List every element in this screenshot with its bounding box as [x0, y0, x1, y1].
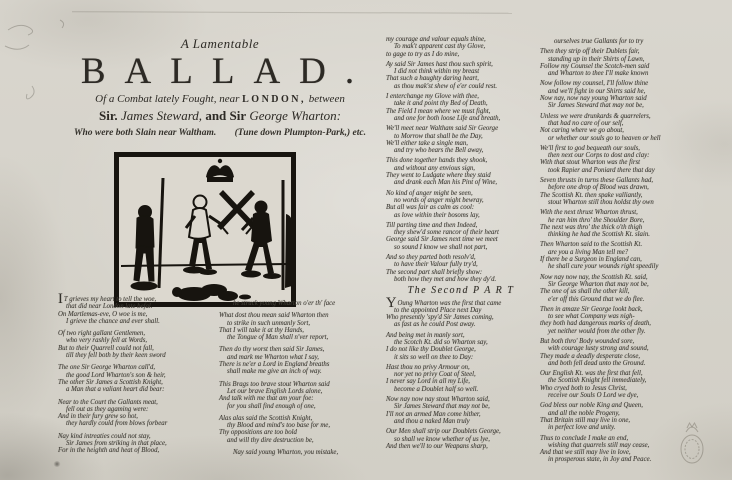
paper-crease	[72, 11, 512, 14]
stanza	[386, 396, 536, 425]
subtitle-pre: Of a Combat lately Fought, near	[95, 93, 240, 105]
verse-line: The Field I mean where we must fight,	[386, 107, 491, 115]
verse-line: who very rashly fell at Words,	[66, 337, 148, 345]
stanza	[58, 330, 218, 359]
verse-line: Our English Kt. was the first that fell,	[540, 370, 643, 378]
verse-line: he ran him thro' the Shoulder Bore,	[548, 216, 645, 224]
verse-line: with courage lusty strong and sound,	[548, 345, 649, 353]
verse-line: The next was thro' the thick o'th thigh	[540, 223, 643, 231]
verse-line: This Brags too brave stout Wharton said	[219, 380, 330, 388]
verse-line: Sir James from striking in that place,	[66, 440, 167, 448]
tune-note: (Tune down Plumpton-Park,) etc.	[234, 128, 366, 138]
verse-line: Who cryed both to Jesus Christ,	[540, 384, 627, 392]
verse-line: This done together hands they shook,	[386, 157, 488, 165]
verse-line: Seven thrusts in turns these Gallants had,	[540, 177, 654, 185]
verse-line: And then we'll to our Weapans sharp,	[386, 442, 488, 450]
verse-line: Nay said young Wharton, you mistake,	[233, 449, 339, 457]
stanza	[540, 209, 715, 238]
stanza	[386, 428, 536, 450]
section-heading: The Second P A R T	[407, 285, 515, 297]
verse-line: or whether our souls go to heaven or hell	[548, 134, 661, 142]
verse-line: The one of us shall the other kill,	[540, 288, 630, 296]
stanza	[219, 312, 379, 341]
stanza	[386, 294, 536, 329]
verse-line: receive our Souls O Lord we dye,	[548, 392, 639, 400]
verse-line: We'll first to god bequeath our souls,	[540, 144, 640, 152]
verse-line: Our Men shall strip our Doublets George,	[386, 428, 501, 436]
verse-line: But both thro' Body wounded sore,	[540, 337, 635, 345]
verse-line: Follow my Counsel the Scotch-men said	[540, 62, 650, 70]
stanza	[386, 61, 536, 90]
combatants-line	[50, 108, 390, 124]
verse-line: that had no care of our self,	[548, 119, 624, 127]
verse-column-1	[58, 291, 218, 460]
stanza	[58, 291, 218, 325]
stanza	[219, 346, 379, 375]
stanza	[540, 338, 715, 367]
verse-line: and thou a naked Man truly	[394, 417, 470, 425]
verse-line: And that we still may live in love,	[540, 449, 631, 457]
title-block	[50, 36, 390, 138]
stanza	[386, 36, 536, 58]
verse-line: to the appointed Place next Day	[394, 306, 482, 314]
stanza	[219, 449, 379, 456]
verse-line: We'll meet near Waltham said Sir George	[386, 125, 499, 133]
verse-line: no words of anger might bewray,	[394, 196, 484, 204]
verse-line: And being met in manly sort,	[386, 331, 465, 339]
verse-line: and try who bears the Bell away,	[394, 147, 484, 155]
combatant-sir-b: and Sir	[205, 108, 247, 123]
stanza	[386, 157, 536, 186]
verse-line: The Scottish Kt. then spake valliantly,	[540, 191, 643, 199]
verse-line: they hardly could from blows forbear	[66, 420, 168, 428]
verse-line: That I will take it at thy Hands,	[219, 326, 304, 334]
verse-line: I enterchange my Glove with thee,	[386, 93, 479, 101]
verse-line: are you a living Man tell me?	[548, 248, 629, 256]
stanza	[540, 80, 715, 109]
verse-line: I do not like thy Doublet George,	[386, 346, 476, 354]
stanza	[540, 48, 715, 77]
verse-line: God bless our noble King and Queen,	[540, 402, 643, 410]
verse-line: George said Sir James next time we meet	[386, 236, 498, 244]
stanza	[540, 38, 715, 45]
stanza	[540, 177, 715, 206]
verse-line: The one Sir George Wharton call'd,	[58, 364, 156, 372]
verse-line: took Rapier and Poniard there that day	[548, 166, 655, 174]
verse-line: and drank each Man his Pint of Wine,	[394, 179, 498, 187]
verse-line: Let our brave English Lords alone,	[227, 387, 323, 395]
verse-column-4	[540, 38, 715, 467]
verse-line: and will thy dire destruction be,	[227, 436, 314, 444]
verse-line: stout Wharton still thou holdst thy own	[548, 198, 654, 206]
verse-line: Sir George Wharton that may not be,	[548, 280, 649, 288]
stanza	[540, 370, 715, 399]
verse-line: Unless we were drunkards & quarrelers,	[540, 112, 651, 120]
verse-line: There is ne'er a Lord in England breaths	[219, 361, 330, 369]
verse-line: If there be a Surgeon in England can,	[540, 256, 642, 264]
verse-line: in perfect love and unity.	[548, 424, 616, 432]
verse-line: Sir James Steward that may not be,	[548, 102, 644, 110]
verse-line: so sound I know we shall not part,	[394, 243, 488, 251]
slain-note: Who were both Slain near Waltham.	[74, 128, 217, 138]
stanza	[386, 332, 536, 361]
verse-line: Nay kind intreaties could not stay,	[58, 432, 151, 440]
combatant-name-a: James Steward,	[120, 108, 203, 123]
verse-line: Ay said Sir James hast thou such spirit,	[386, 60, 493, 68]
verse-line: and one for both loose Life and breath,	[394, 114, 501, 122]
embossed-stamp	[678, 418, 706, 468]
stanza	[540, 274, 715, 303]
verse-line: Then they strip off their Dublets fair,	[540, 48, 640, 56]
title-kicker: A Lamentable	[180, 36, 260, 51]
verse-line: ourselves true Gallants for to try	[554, 38, 644, 45]
verse-line: as fast as he could Post away.	[394, 321, 476, 329]
verse-line: he struck young Wharton o'er th' face	[233, 300, 336, 307]
verse-line: With the next thrust Wharton thrust,	[540, 209, 638, 217]
verse-line: Then do thy worst then said Sir James,	[219, 346, 325, 354]
stanza	[58, 399, 218, 428]
stanza	[540, 306, 715, 335]
verse-column-2	[219, 300, 379, 461]
verse-line: and we'll fight in our Shirts said he,	[548, 87, 646, 95]
verse-line: take it and point thy Bed of Death,	[394, 100, 488, 108]
verse-line: as thou mak'st shew of e'er could rest.	[394, 82, 498, 90]
verse-line: Thy oppositions are too bold	[219, 429, 297, 437]
verse-line: shall make me give an inch of way.	[227, 368, 322, 376]
verse-line: that did near London late befal.	[66, 303, 153, 311]
verse-line: IT grieves my heart to tell the woe,	[58, 291, 157, 307]
drop-cap: I	[58, 291, 63, 307]
verse-line: That Britain still may live in one,	[540, 416, 631, 424]
verse-line: Thus to conclude I make an end,	[540, 434, 629, 442]
verse-line: Alas alas said the Scottish Knight,	[219, 414, 313, 422]
verse-line: he shall cure your wounds right speedily	[548, 263, 659, 271]
verse-line: both how they met and how they dy'd.	[394, 275, 497, 283]
verse-line: fell out as they agaming were:	[66, 405, 149, 413]
verse-line: Hast thou no privy Armour on,	[386, 363, 470, 371]
stanza	[540, 113, 715, 142]
verse-line: till they fell both by their keen sword	[66, 352, 166, 360]
verse-line: thinking he had the Scottish Kt. slain.	[548, 231, 650, 239]
stanza	[386, 254, 536, 283]
verse-line: And in their fury grew so hot,	[58, 413, 138, 421]
verse-line: yet neither would from the other fly.	[548, 327, 646, 335]
verse-line: With that stout Wharton was the first	[540, 159, 641, 167]
stanza	[58, 364, 218, 393]
verse-line: Sir James Steward that may not be,	[394, 403, 490, 411]
tune-line	[50, 128, 390, 138]
verse-line: Of two right gallant Gentlemen,	[58, 330, 146, 338]
stanza	[386, 364, 536, 393]
subtitle-city: LONDON,	[242, 94, 307, 105]
stanza	[540, 241, 715, 270]
verse-line: it sits so well on thee to Day:	[394, 353, 474, 361]
verse-line: they shew'd some rancor of their heart	[394, 229, 499, 237]
verse-line: But to their Quarrell could not fall,	[58, 344, 154, 352]
verse-line: Then Wharton said to the Scottish Kt.	[540, 241, 643, 249]
verse-line: And so they parted both resolv'd,	[386, 254, 476, 262]
verse-line: to gage to try as I do mine,	[386, 50, 460, 58]
verse-line: We'll either take a single man,	[386, 139, 468, 147]
verse-line: a Man that a valiant heart did bear:	[66, 386, 165, 394]
verse-line: Now nay now nay stout Wharton said,	[386, 396, 490, 404]
stanza	[219, 300, 379, 307]
stanza	[219, 415, 379, 444]
combatant-name-b: George Wharton:	[249, 108, 341, 123]
verse-line: to strike in such unmanly Sort,	[227, 319, 311, 327]
verse-line: and both fell dead unto the Ground.	[548, 359, 646, 367]
verse-line: and without any envious sign,	[394, 164, 475, 172]
verse-column-3	[386, 36, 536, 453]
stanza	[386, 93, 536, 122]
verse-line: and all the noble Progeny,	[548, 409, 620, 417]
verse-line: the Tongue of Man shall n'ver report,	[227, 334, 329, 342]
verse-line: and Wharton to thee I'll make known	[548, 70, 649, 78]
ink-spot	[53, 461, 61, 467]
verse-line: Now follow my counsel, I'll follow thine	[540, 80, 649, 88]
verse-line: What dost thou mean said Wharton then	[219, 312, 329, 320]
stanza	[386, 190, 536, 219]
verse-line: For in the heighth and heat of Blood,	[58, 447, 160, 455]
drop-cap: Y	[386, 294, 397, 311]
title-subtitle	[50, 93, 390, 105]
verse-line: wishing that quarrels still may cease,	[548, 441, 650, 449]
verse-line: Near to the Court the Gallants meat,	[58, 398, 158, 406]
verse-line: they both had dangerous marks of death,	[540, 320, 651, 328]
verse-line: But all was fair as calm as cool:	[386, 204, 475, 212]
subtitle-post: between	[308, 93, 345, 105]
verse-line: Not caring where we go about,	[540, 127, 624, 135]
combatant-sir-a: Sir.	[99, 108, 118, 123]
verse-line: to see what Company was nigh-	[548, 313, 635, 321]
verse-line: as love within their bosoms lay,	[394, 211, 480, 219]
verse-line: for you shall find enough of one,	[227, 402, 316, 410]
verse-line: I grieve the chance and ever shall.	[66, 317, 160, 325]
verse-line: then next our Corps to dost and clay:	[548, 152, 650, 160]
verse-line: in prosperous state, in Joy and Peace.	[548, 456, 652, 464]
verse-line: The other Sir James a Scottish Knight,	[58, 378, 163, 386]
stanza	[386, 222, 536, 251]
verse-line: I never say Lord in all my Life,	[386, 378, 470, 386]
verse-line: the good Lord Wharton's son & heir,	[66, 371, 166, 379]
stanza	[386, 125, 536, 154]
verse-line: YOung Wharton was the first that came	[386, 294, 502, 311]
stanza	[540, 145, 715, 174]
verse-line: Then in amaze Sir George lookt back,	[540, 305, 643, 313]
verse-line: To mak't apparent cast thy Glove,	[394, 43, 486, 51]
verse-line: nor yet no privy Coat of Steel,	[394, 371, 476, 379]
verse-line: thy Blood and mind's too base for me,	[227, 422, 331, 430]
stanza	[58, 433, 218, 455]
verse-line: They made a deadly desperate close,	[540, 352, 641, 360]
verse-line: Now nay now nay, the Scottish Kt. said,	[540, 273, 648, 281]
verse-line: and mark me Wharton what I say,	[227, 353, 319, 361]
verse-line: No kind of anger might be seen,	[386, 189, 473, 197]
verse-line: before one drop of Blood was drawn,	[548, 184, 649, 192]
verse-line: I did not think within my breast	[394, 68, 480, 76]
stanza	[219, 381, 379, 410]
verse-line: I'll not an armed Man come hither,	[386, 410, 481, 418]
page-title: BALLAD.	[80, 51, 374, 92]
duel-woodcut-illustration	[114, 152, 296, 310]
verse-line: to Morrow that shall be the Day,	[394, 132, 483, 140]
verse-line: On Martlemas-eve, O woe is me,	[58, 310, 148, 318]
verse-line: Now nay, now nay young Wharton said	[540, 95, 647, 103]
verse-line: become a Doublet half so well.	[394, 385, 479, 393]
verse-line: Till parting time and then Indeed,	[386, 221, 478, 229]
verse-line: And talk with me that am your foe:	[219, 395, 314, 403]
verse-line: e'er off this Ground that we do flee.	[548, 295, 645, 303]
verse-line: That such a haughty daring heart,	[386, 75, 479, 83]
verse-line: to have their Valour fully try'd,	[394, 261, 478, 269]
verse-line: The second part shall briefly show:	[386, 268, 483, 276]
verse-line: so shall we know whether of us lye,	[394, 435, 490, 443]
verse-line: Who presently 'spy'd Sir James coming,	[386, 314, 494, 322]
verse-line: the Scotch Kt. did so Wharton say,	[394, 338, 488, 346]
verse-line: standing up in their Shirts of Lawn,	[548, 55, 645, 63]
verse-line: They went to Ludgate where they staid	[386, 172, 491, 180]
verse-line: the Scottish Knight fell immediately,	[548, 377, 647, 385]
verse-line: my courage and valour equals thine,	[386, 36, 486, 43]
